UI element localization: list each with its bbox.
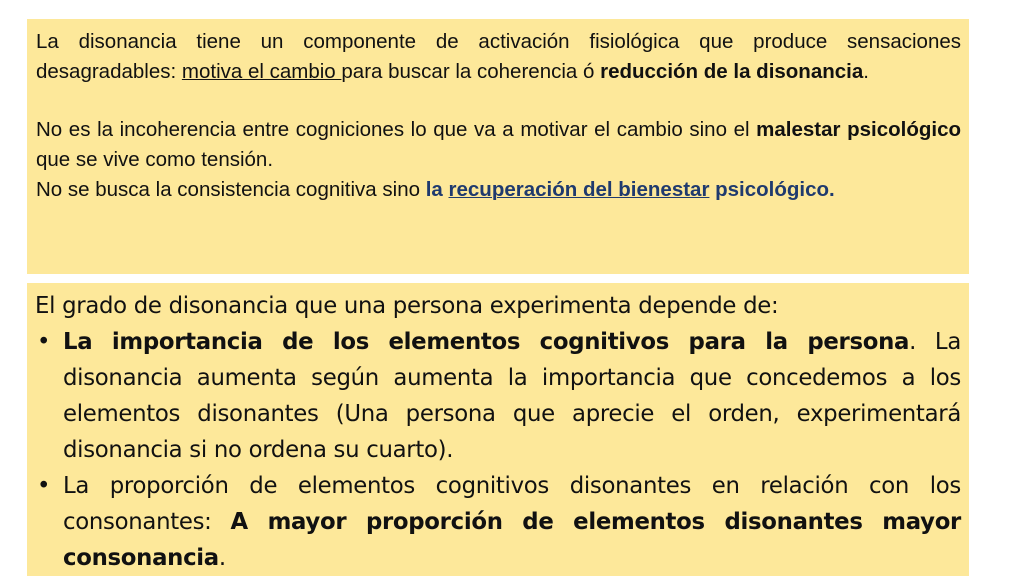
paragraph-gap [36, 87, 961, 115]
bullet-list [35, 324, 961, 576]
bullet1-bold: La importancia de los elementos cognitivos para la persona [63, 329, 910, 355]
bullet-item-proportion [35, 468, 961, 576]
p2-end: que se vive como tensión. [36, 148, 274, 171]
paragraph-activation [36, 27, 961, 87]
p1-end: . [863, 60, 869, 83]
p3-text-a: No se busca la consistencia cognitiva sino [36, 178, 426, 201]
p2-bold: malestar psicológico [756, 118, 961, 141]
bullet1-text: . La disonancia aumenta según aumenta la importancia que concedemos a los elementos disonantes (Una persona que aprecie el orden, experimentará disonancia si no ordena su cuarto). [63, 329, 961, 463]
p2-text-a: No es la incoherencia entre cogniciones lo que va a motivar el cambio sino el [36, 118, 757, 141]
section-heading: El grado de disonancia que una persona experimenta depende de: [35, 293, 779, 319]
bullet-icon: • [37, 329, 51, 355]
p3-blue-underlined: recuperación del bienestar [448, 178, 710, 201]
bullet2-text: La proporción de elementos cognitivos disonantes en relación con los consonantes: [63, 473, 961, 535]
bullet-item-importance [35, 324, 961, 468]
paragraph-malestar [36, 115, 961, 175]
top-text-box [27, 19, 969, 274]
p3-blue-end: psicológico. [709, 178, 835, 201]
p1-underlined: motiva el cambio [181, 60, 342, 83]
bottom-text-box [27, 283, 969, 576]
bullet2-bold: A mayor proporción de elementos disonantes mayor consonancia [63, 509, 961, 571]
p1-text-b: para buscar la coherencia ó [341, 60, 601, 83]
p1-bold: reducción de la disonancia [600, 60, 864, 83]
p1-text-a: La disonancia tiene un componente de activación fisiológica que produce sensaciones desagradables: [36, 30, 961, 83]
bullet-icon: • [37, 473, 51, 499]
bullet2-end: . [218, 545, 226, 571]
p3-blue-la: la [425, 178, 449, 201]
paragraph-bienestar [36, 175, 961, 205]
